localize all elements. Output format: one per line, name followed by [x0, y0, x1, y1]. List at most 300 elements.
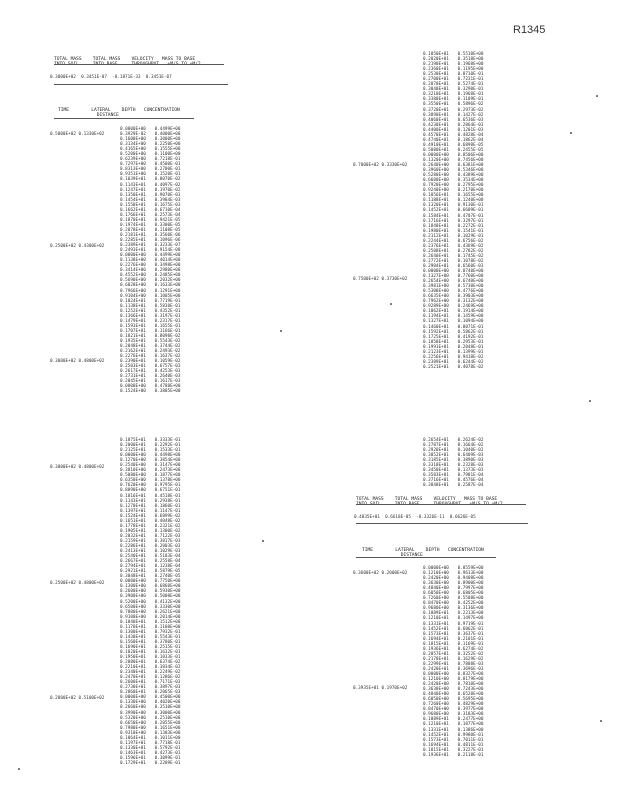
concentration-cell: 0.2953E-01 — [455, 339, 484, 345]
concentration-cell: 0.3903E+00 — [455, 294, 484, 300]
distance-value: 0.4800E+02 — [78, 465, 105, 471]
concentration-cell: 0.7171E-03 — [152, 680, 181, 686]
col-time: TIME — [362, 548, 374, 554]
concentration-cell: 0.4707E-01 — [455, 213, 484, 219]
concentration-cell: 0.2782E-02 — [455, 248, 484, 254]
concentration-cell: 0.1240E+00 — [455, 198, 484, 204]
concentration-cell: 0.1675E-03 — [152, 202, 181, 208]
depth-cell: 0.3716E+01 — [423, 478, 449, 484]
depth-cell: 0.1766E+01 — [120, 212, 146, 218]
depth-cell: 0.1694E+01 — [423, 636, 449, 642]
depth-cell: 0.7980E+00 — [120, 725, 146, 731]
col-concentration: CONCENTRATION — [143, 108, 180, 114]
depth-cell: 0.2413E+01 — [120, 549, 146, 555]
hdr-total-mass-1: TOTAL MASS — [356, 497, 384, 503]
depth-cell: 0.1138E+00 — [120, 258, 146, 264]
concentration-cell: 0.2321E-02 — [152, 523, 181, 529]
concentration-cell: 0.9980E-01 — [455, 732, 484, 738]
val-3: -0.3326E-11 — [416, 515, 445, 521]
col-distance: DISTANCE — [96, 113, 119, 119]
depth-cell: 0.1980E+01 — [423, 228, 449, 234]
concentration-cell: 0.8327E+00 — [455, 671, 484, 677]
depth-cell: 0.0000E+00 — [120, 127, 146, 132]
concentration-cell: 0.1096E-06 — [152, 238, 181, 244]
depth-cell: 0.3900E+00 — [120, 594, 146, 600]
depth-cell: 0.1452E+01 — [423, 208, 449, 214]
depth-cell: 0.9104E+00 — [120, 293, 146, 299]
concentration-cell: 0.9130E-01 — [455, 203, 484, 209]
concentration-cell: 0.2101E-01 — [455, 636, 484, 642]
concentration-cell: 0.1033E-01 — [152, 655, 181, 661]
depth-cell: 0.2048E+01 — [120, 344, 146, 350]
depth-cell: 0.1596E+01 — [120, 755, 146, 761]
depth-cell: 0.3318E+01 — [423, 463, 449, 469]
depth-cell: 0.7620E+00 — [120, 483, 146, 489]
depth-cell: 0.5690E+00 — [120, 278, 146, 284]
concentration-cell: 0.1968E+00 — [455, 62, 484, 68]
concentration-cell: 0.1512E+00 — [152, 619, 181, 625]
concentration-cell: 0.5730E+00 — [455, 284, 484, 290]
depth-cell: 0.1850E+01 — [423, 52, 449, 57]
depth-cell: 0.1138E+01 — [120, 303, 146, 309]
hdr-velocity: VELOCITY — [131, 57, 154, 63]
right-top-time-2 — [353, 272, 407, 282]
depth-cell: 0.6828E+00 — [120, 283, 146, 289]
concentration-cell: 0.7243E+00 — [455, 687, 484, 693]
concentration-cell: 0.2477E+00 — [455, 717, 484, 723]
depth-cell: 0.1039E+01 — [120, 177, 146, 183]
concentration-cell: 0.5695E+00 — [455, 697, 484, 703]
scan-speck — [18, 768, 20, 770]
right-bottom-time-1 — [353, 566, 407, 576]
concentration-cell: 0.9070E-03 — [152, 192, 181, 198]
depth-cell: 0.4400E+01 — [423, 127, 449, 133]
depth-cell: 0.2390E+01 — [120, 359, 146, 365]
concentration-cell: 0.2213E+00 — [455, 611, 484, 617]
depth-cell: 0.2210E+01 — [120, 665, 146, 671]
concentration-cell: 0.1094E+00 — [455, 319, 484, 325]
depth-cell: 0.2080E+01 — [120, 660, 146, 666]
depth-cell: 0.2420E+00 — [423, 682, 449, 688]
concentration-cell: 0.4000E+00 — [152, 132, 181, 138]
depth-cell: 0.1991E+01 — [423, 344, 449, 350]
concentration-cell: 0.4828E-04 — [455, 132, 484, 138]
depth-cell: 0.2389E+01 — [120, 243, 146, 249]
concentration-cell: 0.7888E-03 — [455, 661, 484, 667]
concentration-cell: 0.8506E+00 — [455, 152, 484, 158]
concentration-cell: 0.7997E+00 — [455, 586, 484, 592]
depth-cell: 0.6050E+00 — [423, 591, 449, 597]
distance-value: 0.4800E+02 — [78, 359, 105, 365]
depth-cell: 0.1600E+00 — [120, 137, 146, 143]
concentration-cell: 0.4518E-01 — [152, 493, 181, 499]
hdr-throughput: THROUGHPUT — [131, 62, 160, 68]
concentration-cell: 0.1399E-01 — [455, 349, 484, 355]
val-4: 0.6626E-05 — [449, 515, 476, 521]
depth-cell: 0.1064E+01 — [120, 735, 146, 741]
depth-cell: 0.0000E+00 — [120, 253, 146, 259]
concentration-cell: 0.1664E-02 — [455, 443, 484, 449]
concentration-cell: 0.2795E+00 — [455, 183, 484, 189]
concentration-cell: 0.3854E+00 — [152, 458, 181, 464]
depth-cell: 0.2600E+00 — [120, 589, 146, 595]
depth-cell: 0.1089E+01 — [423, 611, 449, 617]
depth-cell: 0.1725E+01 — [423, 334, 449, 340]
depth-cell: 0.3210E+01 — [423, 92, 449, 98]
concentration-cell: 0.6898E-05 — [455, 142, 484, 148]
depth-cell: 0.1573E+01 — [423, 737, 449, 743]
concentration-cell: 0.2317E-01 — [152, 318, 181, 324]
scan-speck — [390, 303, 392, 305]
depth-cell: 0.2845E+01 — [120, 379, 146, 385]
concentration-cell: 0.4253E-03 — [152, 369, 181, 375]
depth-cell: 0.1778E+01 — [120, 523, 146, 529]
concentration-cell: 0.1169E-01 — [455, 641, 484, 647]
depth-cell: 0.2870E+01 — [423, 82, 449, 88]
concentration-cell: 0.6756E-02 — [455, 238, 484, 244]
depth-cell: 0.2731E+01 — [120, 374, 146, 380]
concentration-cell: 0.1520E-01 — [152, 172, 181, 178]
concentration-cell: 0.1629E-02 — [455, 656, 484, 662]
concentration-cell: 0.4788E+00 — [152, 384, 181, 390]
left-top-time-3 — [50, 354, 104, 364]
depth-cell: 0.2493E+01 — [120, 248, 146, 254]
depth-cell: 0.3414E+00 — [120, 268, 146, 274]
concentration-cell: 0.3227E-01 — [455, 747, 484, 753]
depth-cell: 0.1694E+01 — [423, 742, 449, 748]
depth-cell: 0.3890E+01 — [423, 112, 449, 118]
concentration-cell: 0.3817E-03 — [152, 538, 181, 544]
time-value: 0.7000E+02 — [353, 163, 379, 169]
concentration-cell: 0.9408E+00 — [455, 576, 484, 582]
concentration-cell: 0.3890E-03 — [455, 458, 484, 464]
concentration-cell: 0.7218E-01 — [152, 157, 181, 163]
concentration-cell: 0.1427E-02 — [455, 112, 484, 118]
concentration-cell: 0.4020E+00 — [152, 700, 181, 706]
left-top-time-2 — [50, 239, 104, 249]
depth-cell: 0.1524E+00 — [120, 389, 146, 395]
depth-cell: 0.3550E+01 — [423, 102, 449, 108]
depth-cell: 0.1815E+01 — [423, 641, 449, 647]
time-value: 0.5000E+02 — [50, 132, 76, 138]
depth-cell: 0.0000E+00 — [120, 453, 146, 459]
depth-cell: 0.5200E+00 — [120, 152, 146, 158]
depth-cell: 0.7260E+00 — [423, 596, 449, 602]
depth-cell: 0.6635E+00 — [423, 294, 449, 300]
left-bottom-data-table — [120, 438, 180, 766]
concentration-cell: 0.2055E+00 — [152, 720, 181, 726]
depth-cell: 0.2700E+01 — [423, 77, 449, 83]
concentration-cell: 0.3560E-06 — [152, 232, 181, 238]
depth-cell: 0.6350E+00 — [120, 478, 146, 484]
concentration-cell: 0.3147E+00 — [152, 463, 181, 469]
depth-cell: 0.1452E+01 — [423, 732, 449, 738]
concentration-cell: 0.2118E-01 — [455, 752, 484, 758]
concentration-cell: 0.1059E-02 — [152, 359, 181, 365]
depth-cell: 0.1024E+01 — [120, 298, 146, 304]
hdr-velocity: VELOCITY — [433, 497, 456, 503]
concentration-cell: 0.7981E-04 — [455, 473, 484, 479]
concentration-cell: 0.6409E-03 — [455, 453, 484, 459]
hdr-mass-to-base: MASS TO BASE — [463, 497, 498, 503]
depth-cell: 0.1331E+01 — [423, 727, 449, 733]
concentration-cell: 0.8070E-02 — [152, 177, 181, 183]
concentration-cell: 0.3136E+00 — [455, 606, 484, 612]
depth-cell: 0.1870E+01 — [120, 217, 146, 223]
concentration-cell: 0.1555E+00 — [152, 147, 181, 153]
concentration-cell: 0.2469E+00 — [455, 304, 484, 310]
depth-cell: 0.1460E+01 — [423, 324, 449, 330]
depth-cell: 0.0000E+00 — [120, 695, 146, 701]
depth-cell: 0.1331E+01 — [423, 621, 449, 627]
depth-cell: 0.1584E+01 — [423, 213, 449, 219]
depth-cell: 0.9680E+00 — [423, 606, 449, 612]
depth-cell: 0.2299E+01 — [423, 661, 449, 667]
concentration-cell: 0.8071E-01 — [455, 324, 484, 330]
depth-cell: 0.2162E+01 — [120, 349, 146, 355]
concentration-cell: 0.2209E-01 — [152, 761, 181, 766]
depth-cell: 0.2640E+00 — [423, 163, 449, 169]
hdr-mass-to-base: MASS TO BASE — [161, 57, 196, 63]
concentration-cell: 0.6520E+00 — [455, 692, 484, 698]
concentration-cell: 0.2973E-02 — [455, 107, 484, 113]
depth-cell: 0.1170E+01 — [120, 624, 146, 630]
concentration-cell: 0.4273E-01 — [152, 750, 181, 756]
concentration-cell: 0.2624E-02 — [455, 438, 484, 443]
col-distance: DISTANCE — [400, 553, 423, 559]
depth-cell: 0.4570E+01 — [423, 132, 449, 138]
depth-cell: 0.1463E+01 — [120, 750, 146, 756]
depth-cell: 0.1188E+01 — [423, 198, 449, 204]
concentration-cell: 0.3498E+00 — [152, 263, 181, 269]
depth-cell: 0.2000E+01 — [120, 443, 146, 449]
concentration-cell: 0.4498E+00 — [152, 453, 181, 459]
concentration-cell: 0.3330E+00 — [152, 604, 181, 610]
depth-cell: 0.2057E+01 — [423, 651, 449, 657]
concentration-cell: 0.1109E-01 — [455, 97, 484, 103]
concentration-cell: 0.6560E-03 — [455, 263, 484, 269]
depth-cell: 0.8890E+00 — [120, 488, 146, 494]
depth-cell: 0.1300E+00 — [120, 584, 146, 590]
depth-cell: 0.4060E+01 — [423, 117, 449, 123]
depth-cell: 0.5080E+00 — [120, 473, 146, 479]
concentration-cell: 0.1040E-02 — [455, 448, 484, 454]
concentration-cell: 0.5274E-01 — [455, 82, 484, 88]
depth-cell: 0.2508E+01 — [423, 248, 449, 254]
depth-cell: 0.1935E+01 — [120, 338, 146, 344]
distance-value: 0.1970E+02 — [381, 686, 408, 692]
concentration-cell: 0.5896E-02 — [455, 102, 484, 108]
left-top-time-1 — [50, 127, 104, 137]
concentration-cell: 0.9795E-01 — [152, 483, 181, 489]
concentration-cell: 0.1286E-02 — [152, 675, 181, 681]
depth-cell: 0.5320E+00 — [120, 715, 146, 721]
concentration-cell: 0.6062E-01 — [455, 626, 484, 632]
col-depth: DEPTH — [121, 108, 136, 114]
depth-cell: 0.2921E+01 — [120, 569, 146, 575]
depth-cell: 0.8470E+00 — [423, 601, 449, 607]
left-bottom-time-3 — [50, 691, 104, 701]
depth-cell: 0.1716E+01 — [423, 218, 449, 224]
depth-cell: 0.1950E+01 — [120, 655, 146, 661]
depth-cell: 0.6500E+00 — [120, 604, 146, 610]
concentration-cell: 0.2272E-01 — [455, 223, 484, 229]
right-summary-values — [354, 510, 476, 520]
time-value: 0.3000E+02 — [50, 359, 76, 365]
concentration-cell: 0.2864E-03 — [455, 122, 484, 128]
concentration-cell: 0.3534E+00 — [455, 178, 484, 184]
depth-cell: 0.2530E+01 — [423, 72, 449, 78]
val-1: 0.4835E+01 — [354, 515, 380, 521]
depth-cell: 0.3981E+00 — [423, 284, 449, 290]
concentration-cell: 0.3290E-01 — [455, 87, 484, 93]
depth-cell: 0.1651E+01 — [120, 518, 146, 524]
depth-cell: 0.9310E+00 — [120, 730, 146, 736]
concentration-cell: 0.1147E-01 — [152, 508, 181, 514]
right-top-time-1 — [353, 158, 407, 168]
depth-cell: 0.6239E+00 — [120, 157, 146, 163]
depth-cell: 0.1821E+01 — [120, 333, 146, 339]
concentration-cell: 0.2455E-05 — [455, 147, 484, 153]
concentration-cell: 0.1968E-01 — [455, 92, 484, 98]
depth-cell: 0.1573E+01 — [423, 631, 449, 637]
scan-speck — [600, 720, 602, 722]
depth-cell: 0.7966E+00 — [120, 288, 146, 294]
concentration-cell: 0.1860E-01 — [152, 503, 181, 509]
depth-cell: 0.2256E+01 — [423, 354, 449, 360]
concentration-cell: 0.7718E-01 — [152, 740, 181, 746]
depth-cell: 0.1197E+01 — [120, 740, 146, 746]
concentration-cell: 0.2493E-02 — [152, 349, 181, 355]
depth-cell: 0.1327E+00 — [423, 274, 449, 280]
concentration-cell: 0.9154E-08 — [152, 248, 181, 254]
time-value: 0.2500E+02 — [50, 581, 76, 587]
depth-cell: 0.9351E+00 — [120, 172, 146, 178]
concentration-cell: 0.3977E+00 — [455, 707, 484, 713]
depth-cell: 0.1350E+01 — [120, 192, 146, 198]
concentration-cell: 0.5543E-02 — [152, 338, 181, 344]
depth-cell: 0.1820E+01 — [120, 649, 146, 655]
depth-cell: 0.1056E+01 — [423, 193, 449, 199]
depth-cell: 0.6050E+00 — [423, 697, 449, 703]
depth-cell: 0.7297E+00 — [120, 162, 146, 168]
depth-cell: 0.9680E+00 — [423, 712, 449, 718]
concentration-cell: 0.2065E-03 — [152, 690, 181, 696]
left-bottom-time-2 — [50, 576, 104, 586]
depth-cell: 0.3990E+00 — [120, 710, 146, 716]
depth-cell: 0.2244E+01 — [423, 238, 449, 244]
concentration-cell: 0.3000E+00 — [152, 710, 181, 716]
concentration-cell: 0.3637E-01 — [455, 631, 484, 637]
depth-cell: 0.0000E+00 — [120, 579, 146, 585]
depth-cell: 0.2904E+01 — [423, 263, 449, 269]
depth-cell: 0.1524E+01 — [120, 513, 146, 519]
depth-cell: 0.1558E+01 — [120, 202, 146, 208]
scan-speck — [570, 132, 572, 134]
concentration-cell: 0.7932E-01 — [152, 629, 181, 635]
depth-cell: 0.2181E+01 — [120, 232, 146, 238]
depth-cell: 0.0000E+00 — [423, 566, 449, 571]
depth-cell: 0.1707E+01 — [120, 328, 146, 334]
depth-cell: 0.2020E+01 — [423, 57, 449, 63]
concentration-cell: 0.1655E-01 — [152, 323, 181, 329]
concentration-cell: 0.1617E-03 — [152, 379, 181, 385]
col-time: TIME — [58, 108, 70, 114]
concentration-cell: 0.2473E+00 — [152, 468, 181, 474]
depth-cell: 0.1062E+01 — [423, 309, 449, 315]
depth-cell: 0.1479E+01 — [120, 318, 146, 324]
distance-value: 0.4800E+02 — [78, 581, 105, 587]
depth-cell: 0.1210E+01 — [423, 616, 449, 622]
concentration-cell: 0.1291E+00 — [152, 288, 181, 294]
depth-cell: 0.1936E+01 — [423, 646, 449, 652]
concentration-cell: 0.4078E-02 — [455, 364, 484, 370]
concentration-cell: 0.1655E+00 — [455, 193, 484, 199]
concentration-cell: 0.4500E-01 — [152, 162, 181, 168]
depth-cell: 0.0000E+00 — [423, 152, 449, 158]
concentration-cell: 0.4132E+00 — [152, 599, 181, 605]
depth-cell: 0.2178E+01 — [423, 656, 449, 662]
depth-cell: 0.1270E+01 — [120, 503, 146, 509]
concentration-cell: 0.6751E-01 — [152, 488, 181, 494]
concentration-cell: 0.2621E+00 — [152, 609, 181, 615]
concentration-cell: 0.5792E-01 — [152, 745, 181, 751]
table-row — [423, 365, 483, 370]
depth-cell: 0.1252E+01 — [120, 308, 146, 314]
depth-cell: 0.2787E+01 — [423, 443, 449, 449]
right-bottom-data-table — [423, 566, 483, 758]
time-value: 0.3000E+02 — [50, 465, 76, 471]
depth-cell: 0.1936E+01 — [423, 752, 449, 758]
hdr-into-soil: INTO SOIL — [54, 62, 79, 68]
hdr-units: +M/S TO +M/2 — [167, 62, 201, 68]
depth-cell: 0.2860E+01 — [120, 690, 146, 696]
depth-cell: 0.1089E+01 — [423, 717, 449, 723]
distance-value: 0.4300E+02 — [78, 244, 105, 250]
concentration-cell: 0.6805E+00 — [455, 591, 484, 597]
depth-cell: 0.1815E+01 — [423, 747, 449, 753]
concentration-cell: 0.4499E+00 — [152, 127, 181, 132]
concentration-cell: 0.3297E-01 — [455, 218, 484, 224]
concentration-cell: 0.2292E-01 — [152, 443, 181, 449]
depth-cell: 0.2360E+01 — [423, 67, 449, 73]
depth-cell: 0.1729E+01 — [120, 761, 146, 766]
concentration-cell: 0.4829E+00 — [455, 702, 484, 708]
depth-cell: 0.3929E-02 — [120, 132, 146, 138]
concentration-cell: 0.1108E+00 — [152, 624, 181, 630]
concentration-cell: 0.8900E+00 — [455, 581, 484, 587]
depth-cell: 0.0000E+00 — [423, 269, 449, 275]
concentration-cell: 0.4252E+00 — [455, 601, 484, 607]
concentration-cell: 0.1238E-04 — [152, 564, 181, 570]
concentration-cell: 0.6710E-04 — [152, 207, 181, 213]
concentration-cell: 0.2170E+00 — [455, 188, 484, 194]
table-row — [423, 483, 483, 488]
concentration-cell: 0.5879E-05 — [152, 569, 181, 575]
depth-cell: 0.1143E+01 — [120, 182, 146, 188]
right-top-data-table — [423, 52, 483, 370]
depth-cell: 0.4552E+00 — [120, 273, 146, 279]
concentration-cell: 0.9421E-05 — [152, 217, 181, 223]
concentration-cell: 0.3897E-03 — [152, 685, 181, 691]
right-summary-header — [356, 492, 503, 508]
concentration-cell: 0.1637E-02 — [152, 354, 181, 360]
concentration-cell: 0.3696E-03 — [455, 666, 484, 672]
scan-speck — [589, 400, 591, 402]
concentration-cell: 0.1459E+00 — [455, 314, 484, 320]
concentration-cell: 0.7231E-01 — [455, 77, 484, 83]
concentration-cell: 0.1497E+00 — [455, 616, 484, 622]
